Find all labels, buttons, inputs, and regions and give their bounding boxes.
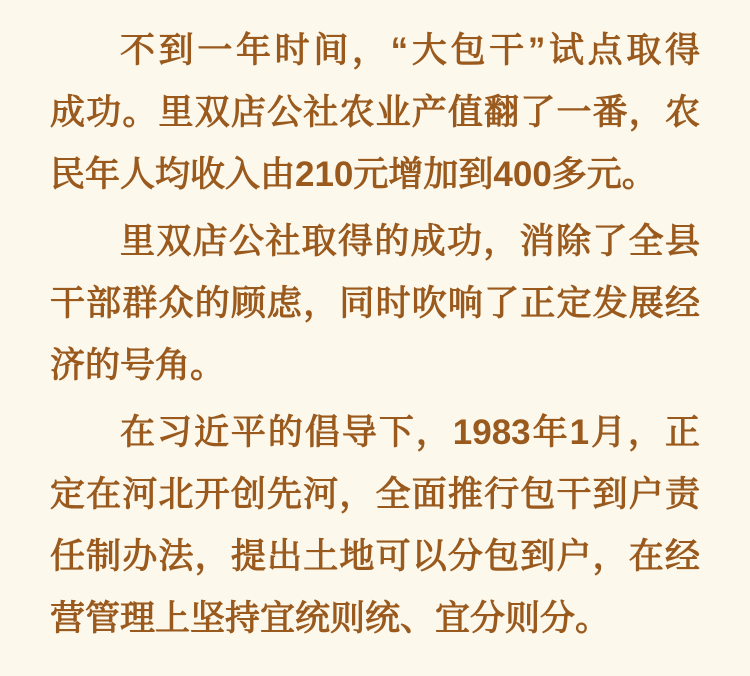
text-line: 不到一年时间，“大包干”试点取得	[120, 31, 700, 70]
text-line: 定在河北开创先河，全面推行包干到户责	[50, 475, 700, 514]
text-line: 民年人均收入由210元增加到400多元。	[50, 155, 657, 194]
text-line: 济的号角。	[50, 346, 226, 385]
paragraph-1	[50, 20, 700, 206]
paragraph-2	[50, 211, 700, 397]
text-line: 营管理上坚持宜统则统、宜分则分。	[50, 599, 611, 638]
text-line: 里双店公社取得的成功，消除了全县	[120, 222, 700, 261]
text-line: 任制办法，提出土地可以分包到户，在经	[50, 537, 700, 576]
text-line: 成功。里双店公社农业产值翻了一番，农	[50, 93, 700, 132]
text-line: 干部群众的顾虑，同时吹响了正定发展经	[50, 284, 700, 323]
paragraph-3	[50, 402, 700, 650]
text-line: 在习近平的倡导下，1983年1月，正	[120, 413, 700, 452]
